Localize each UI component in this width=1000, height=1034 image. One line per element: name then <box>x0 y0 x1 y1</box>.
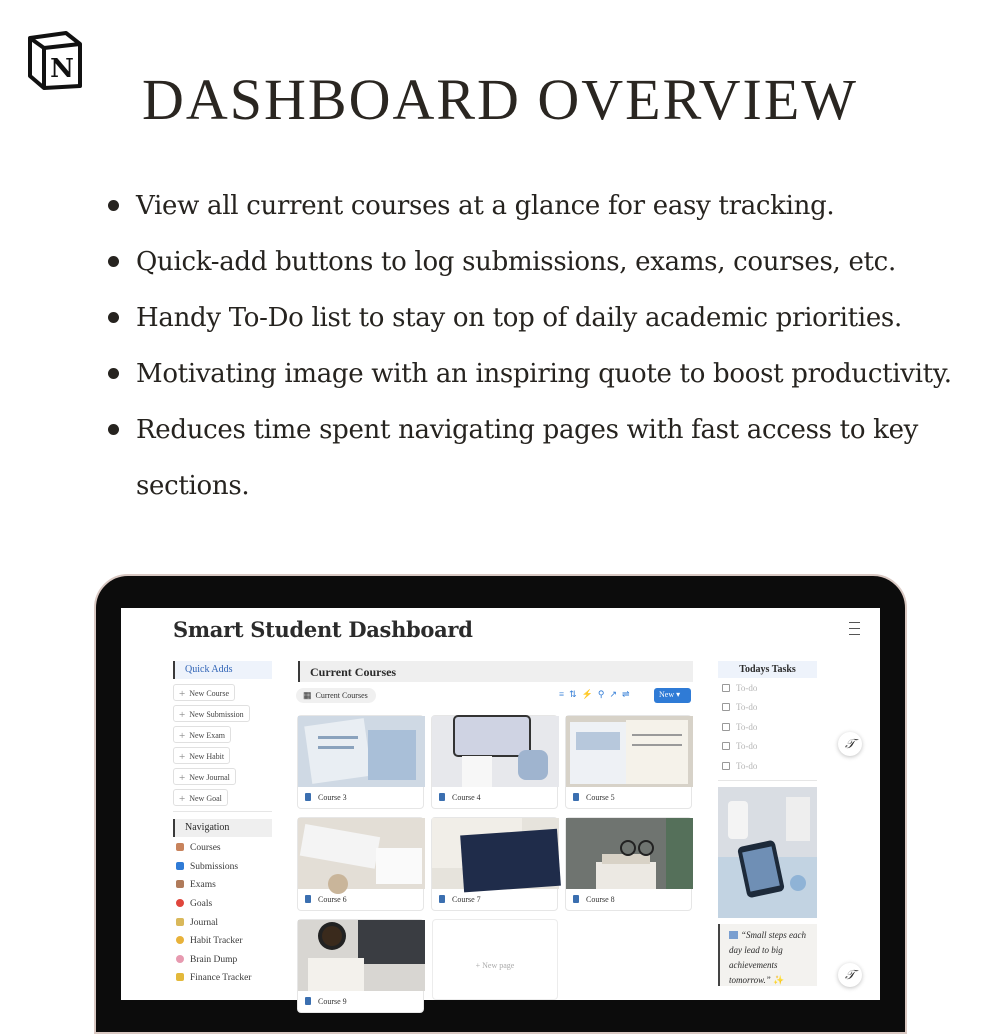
database-toolbar[interactable] <box>559 689 635 700</box>
todo-item[interactable]: To-do <box>722 722 757 732</box>
credit-card-icon <box>176 973 184 981</box>
document-icon <box>439 895 445 903</box>
course-card[interactable] <box>431 715 558 809</box>
todo-item[interactable]: To-do <box>722 741 757 751</box>
motivation-image <box>718 787 817 918</box>
nav-item-journal[interactable]: Journal <box>176 918 218 928</box>
outline-menu-icon[interactable] <box>849 622 860 640</box>
document-icon <box>305 793 311 801</box>
course-title: Course 4 <box>439 793 481 802</box>
page-title: DASHBOARD OVERVIEW <box>141 67 859 132</box>
todo-item[interactable]: To-do <box>722 683 757 693</box>
course-card[interactable] <box>565 817 692 911</box>
navigation-header: Navigation <box>173 819 272 837</box>
document-icon <box>573 793 579 801</box>
nav-item-brain-dump[interactable]: Brain Dump <box>176 955 237 965</box>
dashboard-title: Smart Student Dashboard <box>173 617 473 642</box>
notion-logo-letter: N <box>50 54 74 84</box>
course-title: Course 3 <box>305 793 347 802</box>
plus-icon: + <box>179 793 186 805</box>
todo-item[interactable]: To-do <box>722 702 757 712</box>
todays-tasks-header: Todays Tasks <box>718 661 817 678</box>
plus-icon: + <box>179 751 186 763</box>
feature-item: Motivating image with an inspiring quote to boost productivity. <box>108 346 968 402</box>
grid-icon: ▦ <box>303 690 312 700</box>
document-icon <box>573 895 579 903</box>
filter-icon[interactable]: ≡ <box>559 689 570 699</box>
expand-icon[interactable]: ↗ <box>609 689 622 699</box>
nav-item-courses[interactable]: Courses <box>176 843 221 853</box>
document-icon <box>305 895 311 903</box>
course-cover-image <box>298 818 425 889</box>
new-habit-button[interactable]: + New Habit <box>173 747 230 764</box>
feature-list <box>108 178 968 514</box>
checkbox[interactable] <box>722 703 730 711</box>
notepad-icon <box>176 918 184 926</box>
new-goal-button[interactable]: + New Goal <box>173 789 228 806</box>
checkbox[interactable] <box>722 762 730 770</box>
plus-icon: + <box>179 730 186 742</box>
course-cover-image <box>566 716 693 787</box>
feature-item: View all current courses at a glance for easy tracking. <box>108 178 968 234</box>
ai-assistant-icon[interactable]: 𝒯 <box>838 732 862 756</box>
nav-item-habit-tracker[interactable]: Habit Tracker <box>176 936 243 946</box>
plus-icon: + <box>179 688 186 700</box>
pencil-icon <box>176 880 184 888</box>
course-card[interactable] <box>297 817 424 911</box>
gallery-view-tab[interactable]: ▦ Current Courses <box>296 688 376 703</box>
nav-item-submissions[interactable]: Submissions <box>176 862 238 872</box>
sort-icon[interactable]: ⇅ <box>569 689 582 699</box>
feature-item: Quick-add buttons to log submissions, exams, courses, etc. <box>108 234 968 290</box>
new-page-button[interactable]: + New page <box>432 919 558 1000</box>
download-icon <box>176 862 184 870</box>
course-card[interactable] <box>565 715 692 809</box>
feature-item: Handy To-Do list to stay on top of daily academic priorities. <box>108 290 968 346</box>
settings-icon[interactable]: ⇌ <box>621 689 635 699</box>
new-entry-button[interactable]: New ▾ <box>654 688 691 703</box>
feature-item: Reduces time spent navigating pages with fast access to key sections. <box>108 402 968 514</box>
nav-item-exams[interactable]: Exams <box>176 880 216 890</box>
new-exam-button[interactable]: + New Exam <box>173 726 231 743</box>
ai-assistant-icon[interactable]: 𝒯 <box>838 963 862 987</box>
new-course-button[interactable]: + New Course <box>173 684 235 701</box>
course-title: Course 6 <box>305 895 347 904</box>
new-submission-button[interactable]: + New Submission <box>173 705 250 722</box>
bolt-icon[interactable]: ⚡ <box>581 689 598 699</box>
divider <box>718 780 817 781</box>
brain-icon <box>176 955 184 963</box>
course-cover-image <box>298 716 425 787</box>
book-icon <box>176 843 184 851</box>
search-icon[interactable]: ⚲ <box>597 689 610 699</box>
course-card[interactable] <box>431 817 558 911</box>
course-title: Course 9 <box>305 997 347 1006</box>
divider <box>173 811 272 812</box>
plus-icon: + <box>179 709 186 721</box>
document-icon <box>305 997 311 1005</box>
nav-item-goals[interactable]: Goals <box>176 899 212 909</box>
checkbox[interactable] <box>722 742 730 750</box>
sunflower-icon <box>176 936 184 944</box>
checkbox[interactable] <box>722 684 730 692</box>
plus-icon: + <box>179 772 186 784</box>
course-cover-image <box>432 818 559 889</box>
course-title: Course 7 <box>439 895 481 904</box>
quick-adds-header: Quick Adds <box>173 661 272 679</box>
course-cover-image <box>298 920 425 991</box>
book-icon <box>729 931 738 939</box>
document-icon <box>439 793 445 801</box>
course-card[interactable] <box>297 919 424 1013</box>
course-card[interactable] <box>297 715 424 809</box>
course-cover-image <box>432 716 559 787</box>
checkbox[interactable] <box>722 723 730 731</box>
motivational-quote: “Small steps each day lead to big achievements tomorrow.” ✨ <box>718 924 817 986</box>
target-icon <box>176 899 184 907</box>
course-cover-image <box>566 818 693 889</box>
current-courses-header: Current Courses <box>298 661 693 682</box>
todo-item[interactable]: To-do <box>722 761 757 771</box>
sparkle-icon: ✨ <box>773 975 785 985</box>
nav-item-finance-tracker[interactable]: Finance Tracker <box>176 973 251 983</box>
dashboard-screen <box>121 608 880 1006</box>
new-journal-button[interactable]: + New Journal <box>173 768 236 785</box>
course-title: Course 8 <box>573 895 615 904</box>
course-title: Course 5 <box>573 793 615 802</box>
